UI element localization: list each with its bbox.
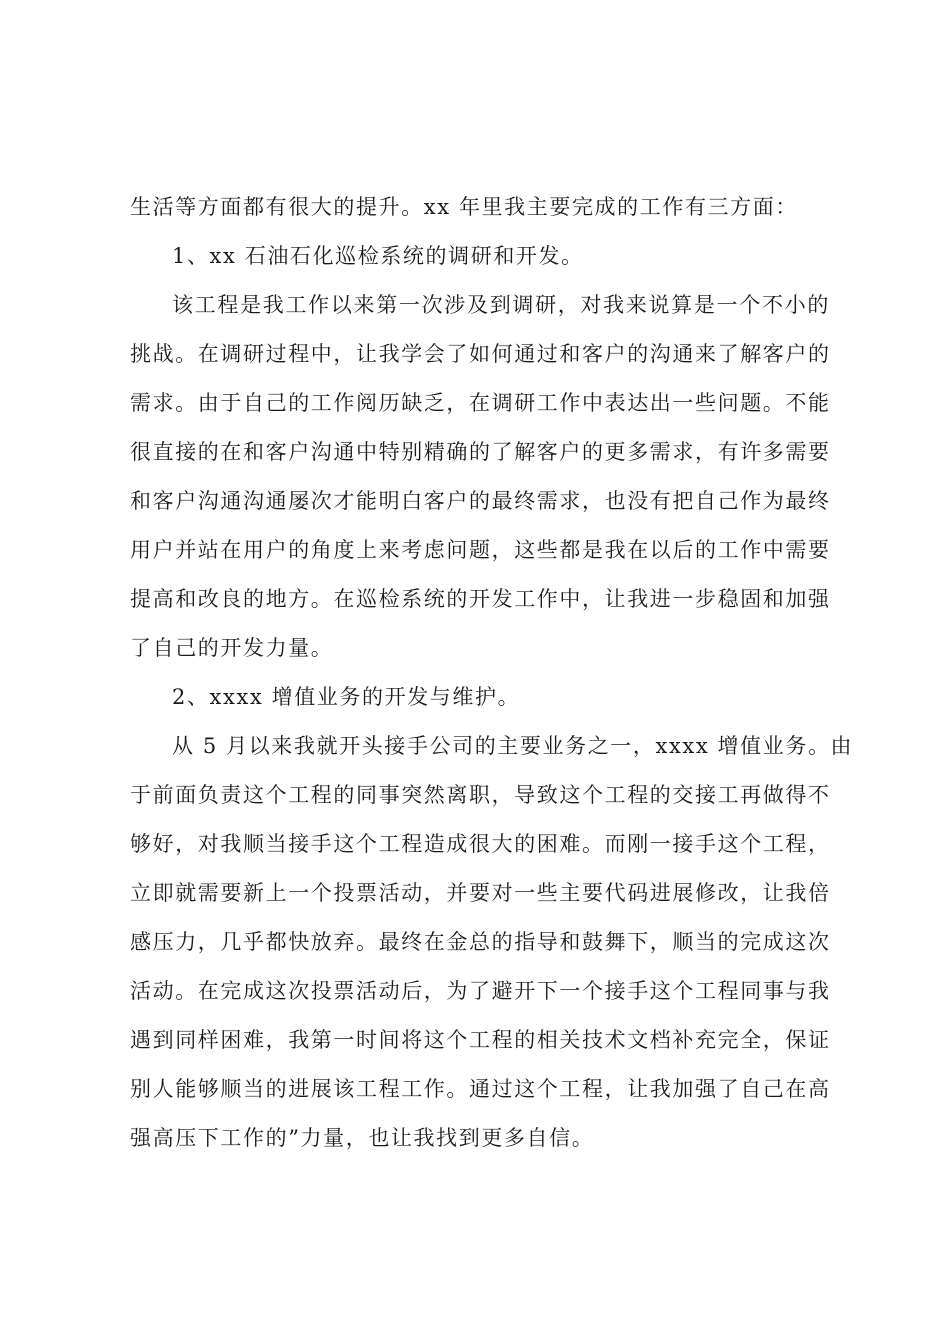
text-line: 挑战。在调研过程中，让我学会了如何通过和客户的沟通来了解客户的 — [130, 342, 831, 366]
text-line: 提高和改良的地方。在巡检系统的开发工作中，让我进一步稳固和加强 — [130, 587, 831, 611]
text-line: 遇到同样困难，我第一时间将这个工程的相关技术文档补充完全，保证 — [130, 1028, 831, 1052]
text-line: 别人能够顺当的进展该工程工作。通过这个工程，让我加强了自己在高 — [130, 1077, 831, 1101]
text-line: 生活等方面都有很大的提升。xx 年里我主要完成的工作有三方面： — [130, 195, 798, 219]
text-line: 够好，对我顺当接手这个工程造成很大的困难。而刚一接手这个工程， — [130, 832, 831, 856]
section-heading: 2、xxxx 增值业务的开发与维护。 — [172, 685, 521, 709]
section-heading: 1、xx 石油石化巡检系统的调研和开发。 — [172, 244, 584, 268]
text-line: 需求。由于自己的工作阅历缺乏，在调研工作中表达出一些问题。不能 — [130, 391, 831, 415]
text-line: 立即就需要新上一个投票活动，并要对一些主要代码进展修改，让我倍 — [130, 881, 831, 905]
text-line: 了自己的开发力量。 — [130, 636, 334, 660]
text-line: 从 5 月以来我就开头接手公司的主要业务之一，xxxx 增值业务。由 — [172, 734, 854, 758]
text-line: 于前面负责这个工程的同事突然离职，导致这个工程的交接工再做得不 — [130, 783, 831, 807]
text-line: 活动。在完成这次投票活动后，为了避开下一个接手这个工程同事与我 — [130, 979, 831, 1003]
text-line: 强高压下工作的”力量，也让我找到更多自信。 — [130, 1126, 595, 1150]
text-line: 该工程是我工作以来第一次涉及到调研，对我来说算是一个不小的 — [172, 293, 830, 317]
text-line: 感压力，几乎都快放弃。最终在金总的指导和鼓舞下，顺当的完成这次 — [130, 930, 831, 954]
text-line: 用户并站在用户的角度上来考虑问题，这些都是我在以后的工作中需要 — [130, 538, 831, 562]
text-line: 和客户沟通沟通屡次才能明白客户的最终需求，也没有把自己作为最终 — [130, 489, 831, 513]
text-line: 很直接的在和客户沟通中特别精确的了解客户的更多需求，有许多需要 — [130, 440, 831, 464]
